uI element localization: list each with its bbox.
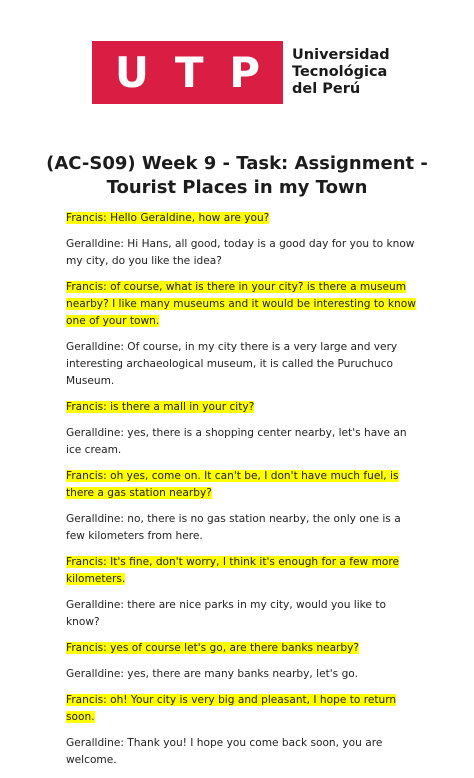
dialogue-line — [66, 399, 418, 416]
dialogue-text: Geralldine: no, there is no gas station nearby, the only one is a few kilometers from here. — [66, 513, 401, 542]
logo-line-2: Tecnológica — [292, 64, 388, 80]
logo-line-1: Universidad — [292, 47, 390, 63]
logo-wordmark — [292, 47, 390, 98]
dialogue-line — [66, 425, 418, 459]
dialogue — [66, 210, 418, 778]
logo-letter-p: P — [229, 47, 261, 97]
dialogue-line — [66, 339, 418, 390]
dialogue-text: Francis: oh! Your city is very big and pleasant, I hope to return soon. — [66, 694, 397, 723]
dialogue-text: Geralldine: there are nice parks in my city, would you like to know? — [66, 599, 386, 628]
logo-line-3: del Perú — [292, 81, 361, 97]
dialogue-line — [66, 511, 418, 545]
dialogue-text: Geralldine: Of course, in my city there is a very large and very interesting archaeological museum, it is called the Puruchuco Museum. — [66, 341, 398, 387]
dialogue-text: Geralldine: yes, there is a shopping center nearby, let's have an ice cream. — [66, 427, 407, 456]
dialogue-line — [66, 554, 418, 588]
dialogue-line — [66, 468, 418, 502]
logo-mark — [92, 41, 283, 104]
dialogue-text: Geralldine: Hi Hans, all good, today is a good day for you to know my city, do you like the idea? — [66, 238, 415, 267]
dialogue-text: Geralldine: Thank you! I hope you come back soon, you are welcome. — [66, 737, 383, 766]
logo-letter-u: U — [114, 47, 150, 97]
dialogue-text: Francis: Hello Geraldine, how are you? — [66, 212, 270, 224]
dialogue-text: Francis: of course, what is there in your city? is there a museum nearby? I like many museums and it would be interesting to know one of your town. — [66, 281, 416, 327]
document-title: (AC-S09) Week 9 - Task: Assignment - Tourist Places in my Town — [46, 153, 428, 198]
dialogue-line — [66, 597, 418, 631]
utp-logo — [92, 41, 390, 104]
dialogue-line — [66, 236, 418, 270]
dialogue-text: Francis: It's fine, don't worry, I think it's enough for a few more kilometers. — [66, 556, 400, 585]
dialogue-line — [66, 735, 418, 769]
dialogue-line — [66, 692, 418, 726]
dialogue-text: Geralldine: yes, there are many banks nearby, let's go. — [66, 668, 358, 680]
dialogue-line — [66, 666, 418, 683]
dialogue-line — [66, 640, 418, 657]
dialogue-text: Francis: oh yes, come on. It can't be, I don't have much fuel, is there a gas station nearby? — [66, 470, 399, 499]
dialogue-text: Francis: yes of course let's go, are there banks nearby? — [66, 642, 360, 654]
dialogue-text: Francis: is there a mall in your city? — [66, 401, 255, 413]
dialogue-line — [66, 279, 418, 330]
dialogue-line — [66, 210, 418, 227]
logo-letter-t: T — [174, 47, 204, 97]
